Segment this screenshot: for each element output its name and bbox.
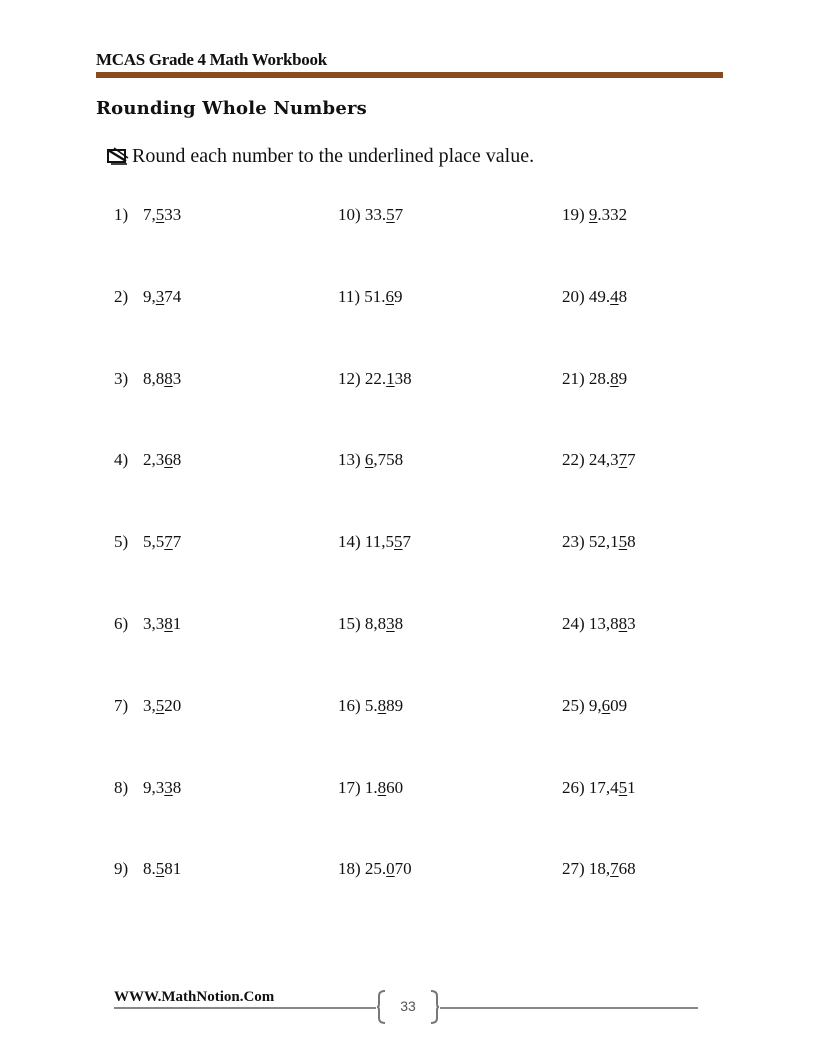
underlined-digit: 5 bbox=[386, 205, 395, 224]
problem-value: 28.89 bbox=[588, 368, 628, 388]
problem-item bbox=[338, 859, 412, 879]
problem-item bbox=[562, 205, 627, 225]
underlined-digit: 4 bbox=[610, 286, 619, 306]
problem-value: 49.48 bbox=[588, 286, 628, 306]
problem-value: 8.581 bbox=[143, 859, 182, 879]
problem-number: 9) bbox=[114, 859, 129, 879]
underlined-digit: 6 bbox=[385, 286, 395, 306]
underlined-digit: 0 bbox=[386, 859, 395, 879]
problem-value: 52,158 bbox=[588, 532, 636, 552]
problem-value: 11,557 bbox=[364, 532, 412, 552]
problem-number: 12) bbox=[338, 368, 361, 388]
problem-value: 24,377 bbox=[588, 450, 636, 470]
problem-item bbox=[562, 696, 627, 716]
instruction bbox=[106, 145, 534, 168]
problem-value: 3,520 bbox=[143, 695, 182, 715]
problem-item bbox=[338, 450, 403, 470]
problem-item bbox=[114, 696, 181, 716]
problem-number: 5) bbox=[114, 532, 129, 552]
problem-value: 22.138 bbox=[364, 368, 412, 388]
underlined-digit: 1 bbox=[386, 368, 395, 388]
problem-item bbox=[338, 696, 403, 716]
problem-item bbox=[338, 205, 403, 225]
problem-number: 6) bbox=[114, 614, 129, 633]
workbook-title: MCAS Grade 4 Math Workbook bbox=[96, 50, 327, 69]
underlined-digit: 6 bbox=[164, 450, 173, 470]
problem-number: 27) bbox=[562, 859, 585, 879]
problem-number: 18) bbox=[338, 859, 361, 879]
underlined-digit: 8 bbox=[164, 368, 173, 388]
underlined-digit: 3 bbox=[386, 614, 395, 633]
right-bracket-icon bbox=[430, 990, 440, 1024]
underlined-digit: 8 bbox=[377, 777, 387, 797]
underlined-digit: 8 bbox=[610, 368, 619, 388]
underlined-digit: 8 bbox=[164, 614, 173, 633]
problem-number: 2) bbox=[114, 286, 129, 306]
problem-item bbox=[562, 859, 636, 879]
problem-value: 9.332 bbox=[588, 205, 628, 224]
problem-item bbox=[114, 369, 181, 389]
problem-value: 3,381 bbox=[143, 614, 182, 633]
problem-number: 1) bbox=[114, 205, 129, 224]
underlined-digit: 8 bbox=[377, 695, 387, 715]
problem-item bbox=[114, 859, 181, 879]
header-rule bbox=[96, 72, 723, 78]
problem-value: 2,368 bbox=[143, 450, 182, 470]
problem-item bbox=[338, 369, 412, 389]
pencil-icon bbox=[106, 147, 130, 167]
footer-website: WWW.MathNotion.Com bbox=[114, 989, 275, 1005]
problem-item bbox=[338, 778, 403, 798]
problem-number: 17) bbox=[338, 777, 361, 797]
problem-item bbox=[338, 287, 403, 307]
problem-number: 25) bbox=[562, 695, 585, 715]
problem-number: 23) bbox=[562, 532, 585, 552]
problem-value: 13,883 bbox=[588, 614, 636, 633]
problem-number: 3) bbox=[114, 368, 129, 388]
underlined-digit: 5 bbox=[155, 205, 165, 224]
problem-item bbox=[338, 532, 411, 552]
problem-item bbox=[562, 369, 627, 389]
underlined-digit: 3 bbox=[164, 777, 173, 797]
problem-value: 33.57 bbox=[364, 205, 404, 224]
problem-value: 9,338 bbox=[143, 777, 182, 797]
problem-value: 9,609 bbox=[588, 695, 628, 715]
problem-number: 7) bbox=[114, 695, 129, 715]
problem-value: 25.070 bbox=[364, 859, 412, 879]
problem-number: 16) bbox=[338, 695, 361, 715]
problem-item bbox=[114, 205, 181, 225]
problem-item bbox=[338, 614, 403, 634]
problem-number: 4) bbox=[114, 450, 129, 470]
problem-number: 19) bbox=[562, 205, 585, 224]
underlined-digit: 9 bbox=[588, 205, 598, 224]
problem-number: 13) bbox=[338, 450, 361, 470]
problem-item bbox=[114, 287, 181, 307]
problem-value: 18,768 bbox=[588, 859, 636, 879]
problem-number: 24) bbox=[562, 614, 585, 633]
footer-rule-left bbox=[114, 1007, 376, 1009]
footer-rule-right bbox=[440, 1007, 698, 1009]
section-title: Rounding Whole Numbers bbox=[96, 98, 368, 119]
underlined-digit: 6 bbox=[601, 695, 611, 715]
problem-number: 14) bbox=[338, 532, 361, 552]
problem-number: 8) bbox=[114, 777, 129, 797]
underlined-digit: 7 bbox=[610, 859, 619, 879]
problem-number: 10) bbox=[338, 205, 361, 224]
underlined-digit: 5 bbox=[155, 695, 165, 715]
instruction-text: Round each number to the underlined place value. bbox=[132, 145, 535, 167]
underlined-digit: 5 bbox=[618, 777, 628, 797]
problem-item bbox=[562, 450, 636, 470]
page-number: 33 bbox=[400, 998, 416, 1014]
underlined-digit: 5 bbox=[394, 532, 403, 552]
problem-item bbox=[562, 532, 636, 552]
problem-value: 7,533 bbox=[143, 205, 182, 224]
problem-value: 9,374 bbox=[143, 286, 182, 306]
problem-value: 51.69 bbox=[364, 286, 403, 306]
underlined-digit: 5 bbox=[618, 532, 628, 552]
problem-item bbox=[562, 778, 636, 798]
problem-value: 5,577 bbox=[143, 532, 182, 552]
problem-value: 17,451 bbox=[588, 777, 636, 797]
problem-number: 15) bbox=[338, 614, 361, 633]
problem-item bbox=[562, 614, 636, 634]
problem-item bbox=[114, 532, 181, 552]
problem-item bbox=[114, 778, 181, 798]
problem-number: 11) bbox=[338, 286, 361, 306]
problem-number: 21) bbox=[562, 368, 585, 388]
problem-item bbox=[562, 287, 627, 307]
underlined-digit: 7 bbox=[618, 450, 628, 470]
problem-item bbox=[114, 614, 181, 634]
underlined-digit: 7 bbox=[164, 532, 173, 552]
problem-value: 1.860 bbox=[364, 777, 404, 797]
problem-value: 6,758 bbox=[364, 450, 404, 470]
problem-value: 5.889 bbox=[364, 695, 404, 715]
problem-number: 22) bbox=[562, 450, 585, 470]
left-bracket-icon bbox=[376, 990, 386, 1024]
underlined-digit: 5 bbox=[155, 859, 165, 879]
underlined-digit: 3 bbox=[155, 286, 165, 306]
problem-item bbox=[114, 450, 181, 470]
problem-value: 8,883 bbox=[143, 368, 182, 388]
underlined-digit: 8 bbox=[618, 614, 628, 633]
underlined-digit: 6 bbox=[364, 450, 374, 470]
problem-number: 26) bbox=[562, 777, 585, 797]
problem-value: 8,838 bbox=[364, 614, 404, 633]
problem-number: 20) bbox=[562, 286, 585, 306]
